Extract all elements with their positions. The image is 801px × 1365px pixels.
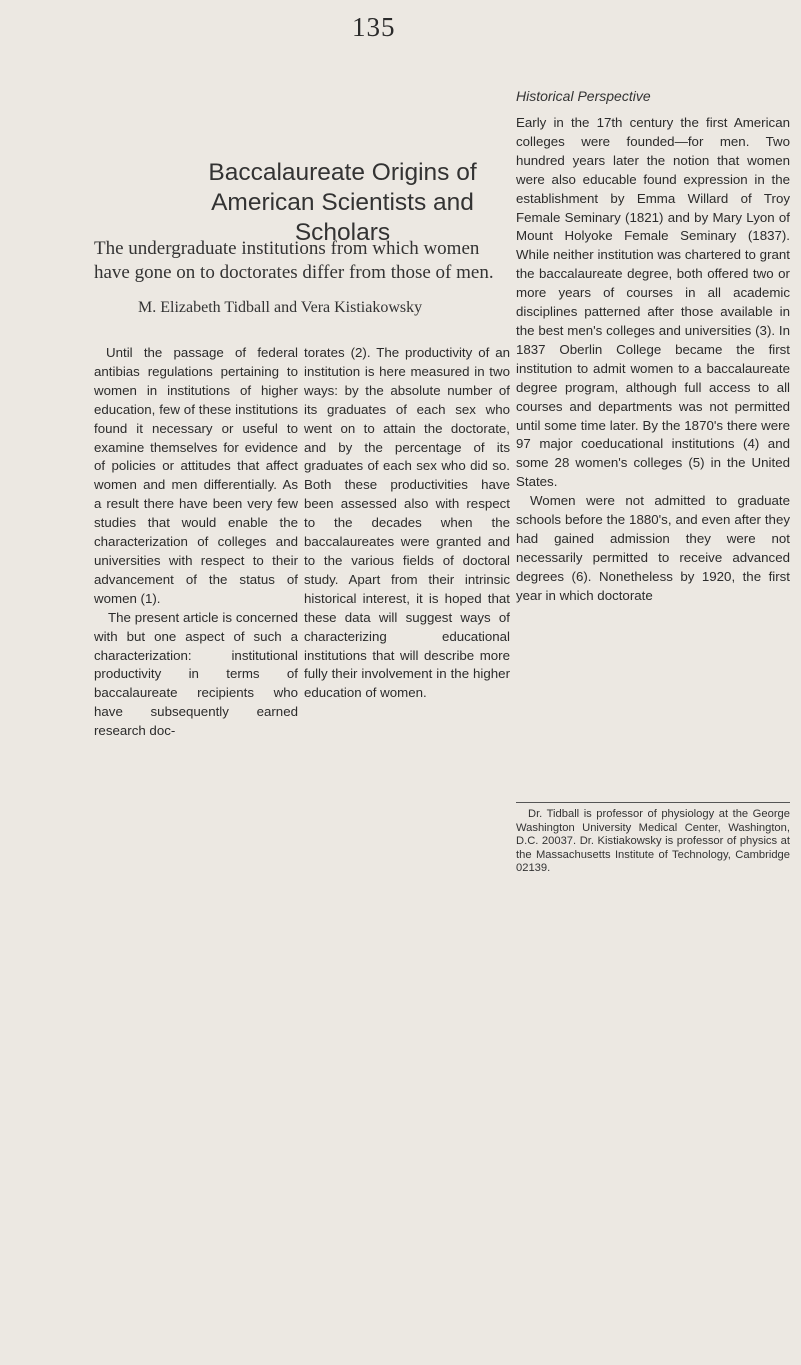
body-column-2: [304, 344, 510, 703]
author-footnote: Dr. Tidball is professor of physiology at the George Washington University Medical Center, Washington, D.C. 20037. Dr. Kistiakowsky is professor of physics at the Massachusetts Institute of Technology, Cambridge 02139.: [516, 808, 790, 875]
body-paragraph: The present article is concerned with but one aspect of such a characterization: institutional productivity in terms of baccalaureate recipients who have subsequently earned research doc-: [94, 609, 298, 739]
article-title: Baccalaureate Origins of American Scientists and Scholars: [208, 159, 477, 246]
body-column-3: [516, 114, 790, 606]
section-heading: Historical Perspective: [516, 88, 651, 104]
body-paragraph: Until the passage of federal antibias regulations pertaining to women in institutions of higher education, few of these institutions found it necessary or useful to examine themselves for evidence of policies or attitudes that affect women and men differentially. As a result there have been very few studies that would enable the characterization of colleges and universities with respect to their advancement of the status of women (1).: [94, 345, 298, 606]
article-subtitle: The undergraduate institutions from which women have gone on to doctorates differ from those of men.: [94, 238, 494, 283]
body-column-1: [94, 344, 298, 741]
page-number: 135: [352, 12, 396, 42]
body-paragraph: torates (2). The productivity of an institution is here measured in two ways: by the absolute number of its graduates of each sex who went on to attain the doctorate, and by the percentage of its graduates of each sex who did so. Both these productivities have been assessed also with respect to the decades when the baccalaureates were granted and to the various fields of doctoral study. Apart from their intrinsic historical interest, it is hoped that these data will suggest ways of characterizing educational institutions that will describe more fully their involvement in the higher education of women.: [304, 345, 510, 701]
article-authors: M. Elizabeth Tidball and Vera Kistiakowsky: [138, 299, 423, 316]
footnote-divider: [516, 802, 790, 803]
body-paragraph: Early in the 17th century the first American colleges were founded—for men. Two hundred years later the notion that women were also educable found expression in the establishment by Emma Willard of Troy Female Seminary (1821) and by Mary Lyon of Mount Holyoke Female Seminary (1837). While neither institution was chartered to grant the baccalaureate degree, both offered two or more years of courses in all academic disciplines patterned after those available in the best men's colleges and universities (3). In 1837 Oberlin College became the first institution to admit women to a baccalaureate degree program, although full access to all courses and departments was not permitted until some time later. By the 1870's there were 97 major coeducational institutions (4) and some 28 women's colleges (5) in the United States.: [516, 115, 790, 490]
body-paragraph: Women were not admitted to graduate schools before the 1880's, and even after they had gained admission they were not necessarily permitted to receive advanced degrees (6). Nonetheless by 1920, the first year in which doctorate: [516, 493, 790, 603]
